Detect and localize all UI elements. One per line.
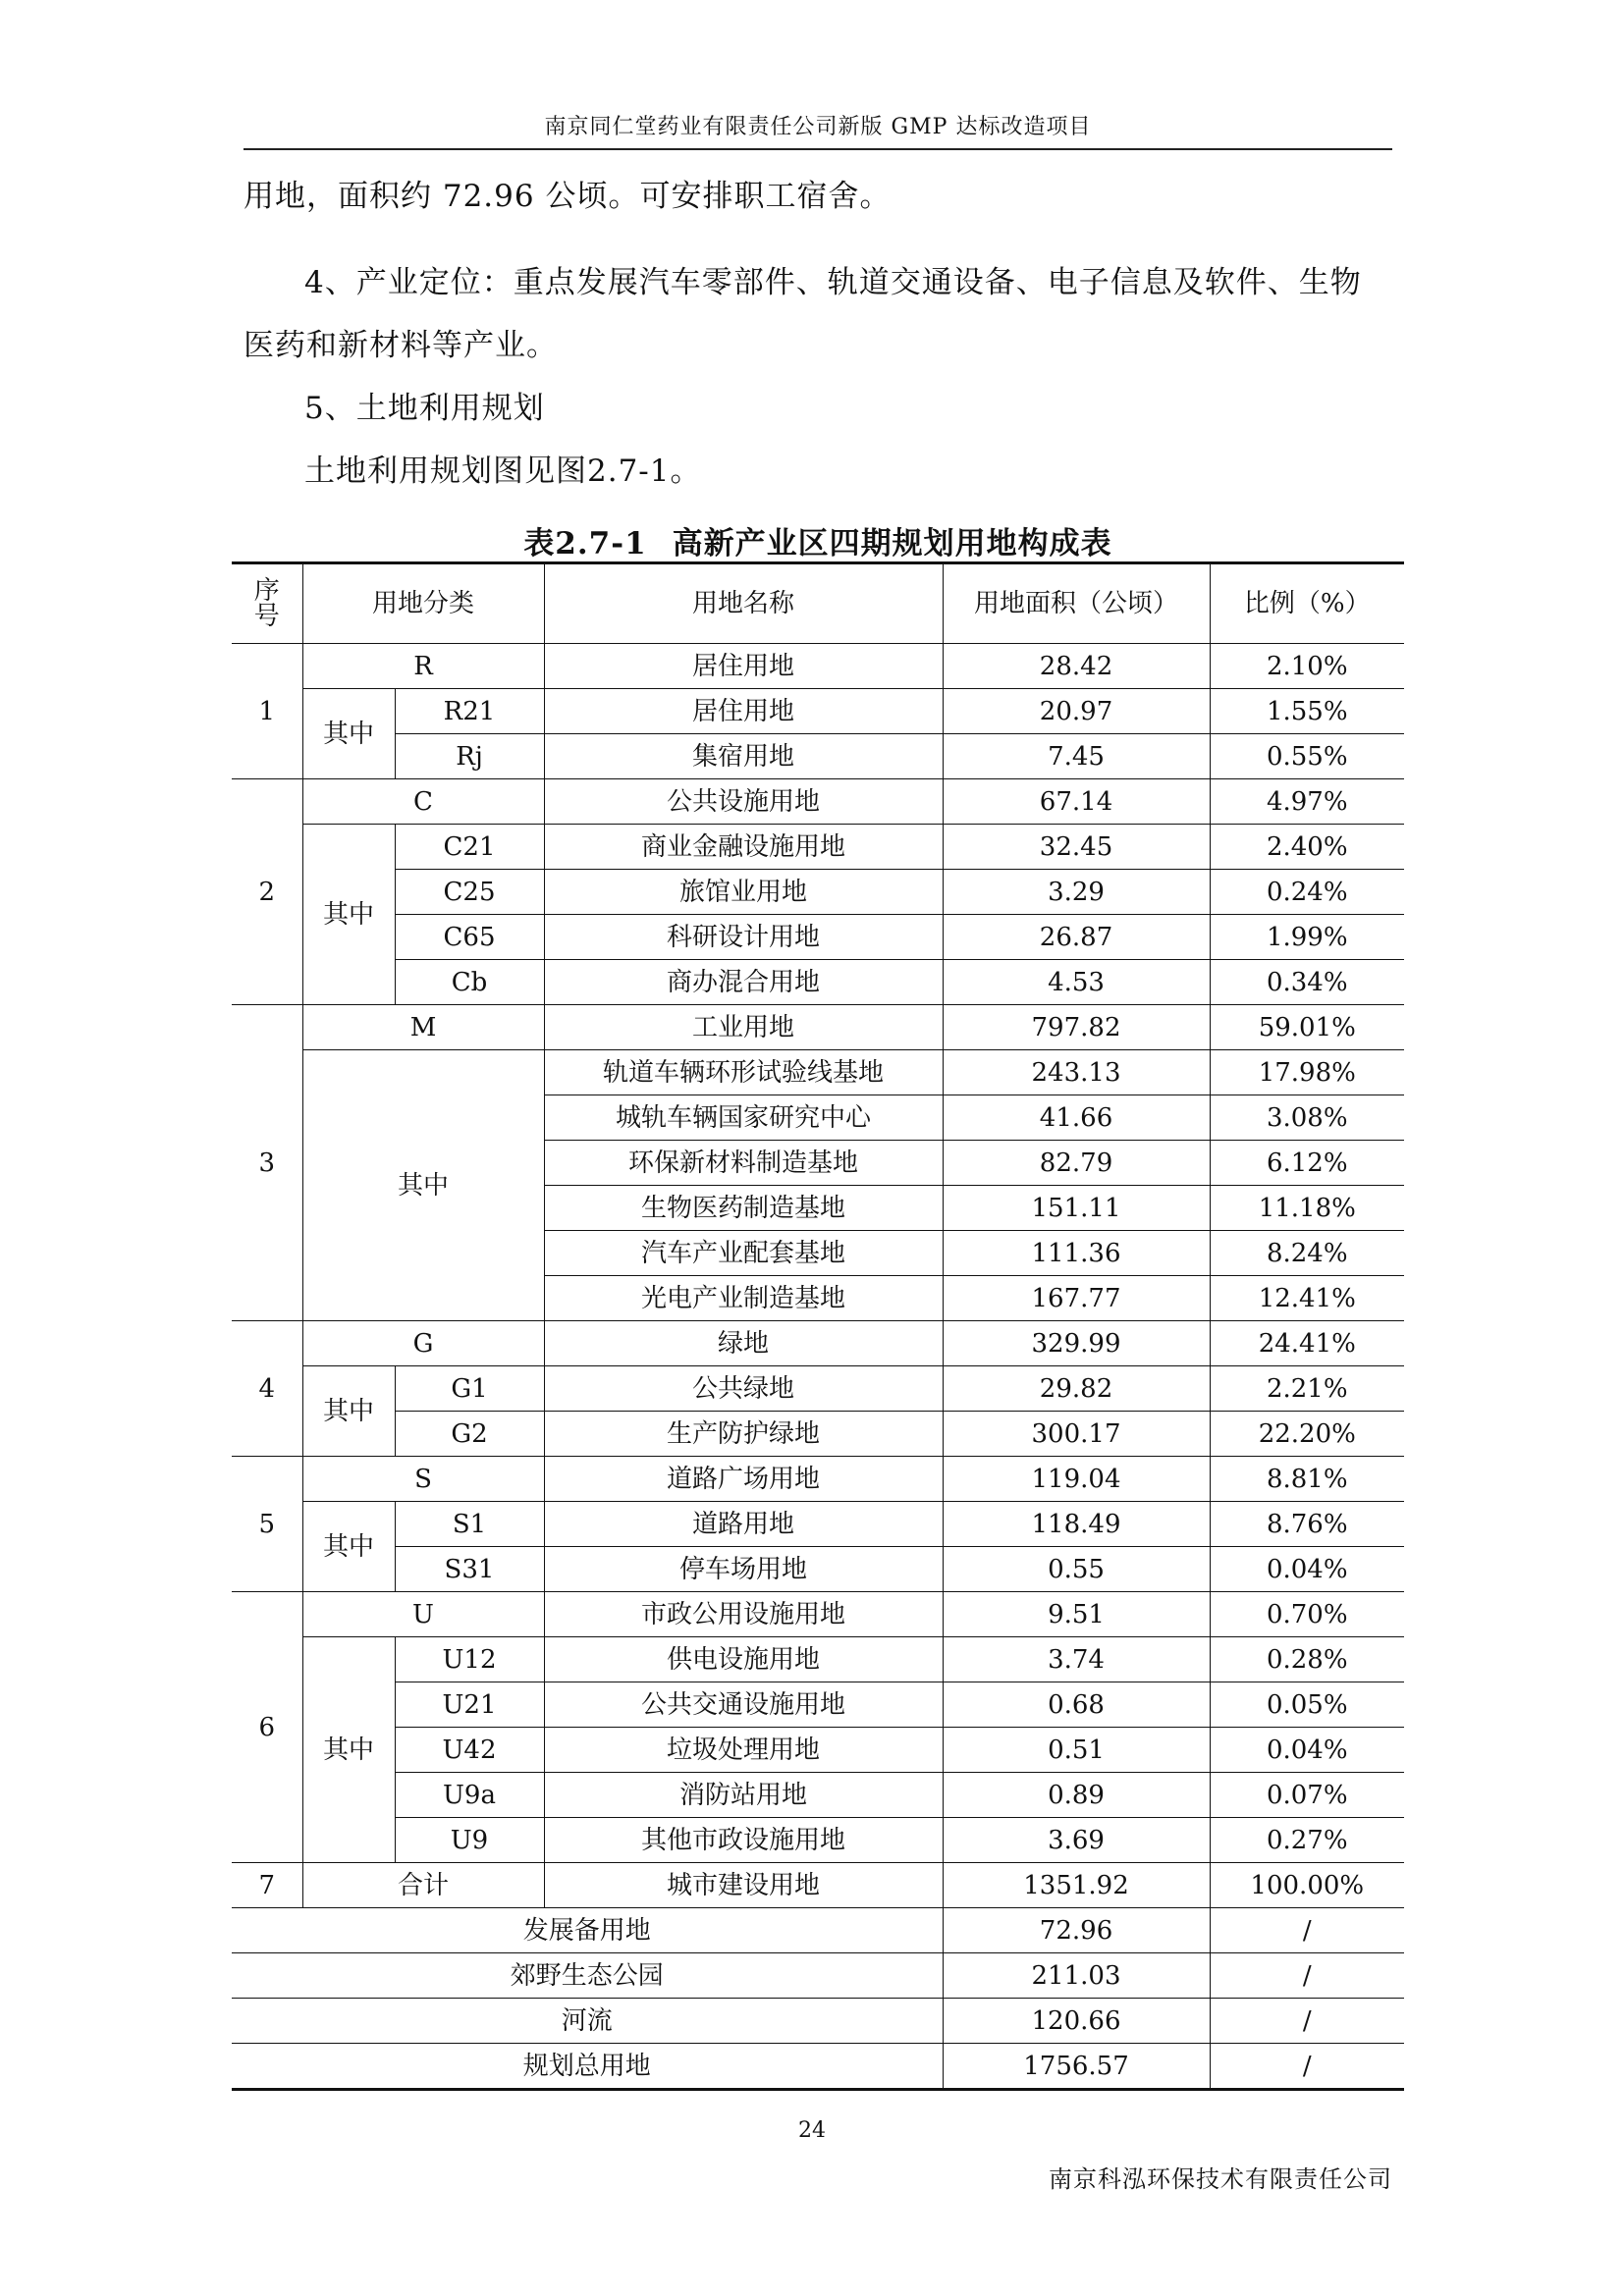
- ratio-cell: 2.10%: [1210, 644, 1404, 689]
- code-cell: M: [302, 1005, 544, 1050]
- code-cell: C65: [395, 915, 544, 960]
- table-row: [232, 1321, 1404, 1366]
- code-cell: U9: [395, 1818, 544, 1863]
- sub-label-cell: 其中: [302, 1366, 395, 1457]
- table-row: [232, 1005, 1404, 1050]
- table-row: [232, 1592, 1404, 1637]
- name-cell: 生产防护绿地: [544, 1412, 943, 1457]
- ratio-cell: 2.40%: [1210, 825, 1404, 870]
- table-row: [232, 1547, 1404, 1592]
- ratio-cell: 0.28%: [1210, 1637, 1404, 1682]
- code-cell: U42: [395, 1728, 544, 1773]
- header-seq: 序号: [232, 563, 302, 644]
- seq-cell: 4: [232, 1321, 302, 1457]
- header-area: 用地面积（公顷）: [943, 563, 1210, 644]
- seq-cell: 3: [232, 1005, 302, 1321]
- area-cell: 243.13: [943, 1050, 1210, 1095]
- code-cell: R: [302, 644, 544, 689]
- ratio-cell: 59.01%: [1210, 1005, 1404, 1050]
- name-cell: 市政公用设施用地: [544, 1592, 943, 1637]
- area-cell: 211.03: [943, 1953, 1210, 1999]
- name-cell: 公共设施用地: [544, 779, 943, 825]
- name-cell: 停车场用地: [544, 1547, 943, 1592]
- ratio-cell: 1.99%: [1210, 915, 1404, 960]
- summary-row: [232, 1999, 1404, 2044]
- header-ratio: 比例（%）: [1210, 563, 1404, 644]
- code-cell: U12: [395, 1637, 544, 1682]
- ratio-cell: 17.98%: [1210, 1050, 1404, 1095]
- sub-label-cell: 其中: [302, 1050, 544, 1321]
- name-cell: 规划总用地: [232, 2044, 943, 2090]
- name-cell: 生物医药制造基地: [544, 1186, 943, 1231]
- sub-label-cell: 其中: [302, 1502, 395, 1592]
- area-cell: 0.89: [943, 1773, 1210, 1818]
- name-cell: 汽车产业配套基地: [544, 1231, 943, 1276]
- ratio-cell: /: [1210, 1999, 1404, 2044]
- seq-cell: 6: [232, 1592, 302, 1863]
- area-cell: 26.87: [943, 915, 1210, 960]
- area-cell: 3.69: [943, 1818, 1210, 1863]
- ratio-cell: 6.12%: [1210, 1141, 1404, 1186]
- name-cell: 集宿用地: [544, 734, 943, 779]
- name-cell: 工业用地: [544, 1005, 943, 1050]
- table-row: [232, 1366, 1404, 1412]
- area-cell: 82.79: [943, 1141, 1210, 1186]
- table-row: [232, 1637, 1404, 1682]
- paragraph-3: 5、土地利用规划: [304, 391, 545, 426]
- seq-cell: 2: [232, 779, 302, 1005]
- area-cell: 111.36: [943, 1231, 1210, 1276]
- name-cell: 河流: [232, 1999, 943, 2044]
- name-cell: 垃圾处理用地: [544, 1728, 943, 1773]
- ratio-cell: 22.20%: [1210, 1412, 1404, 1457]
- table-caption: [232, 518, 1404, 562]
- table-row: [232, 825, 1404, 870]
- area-cell: 32.45: [943, 825, 1210, 870]
- area-cell: 7.45: [943, 734, 1210, 779]
- name-cell: 居住用地: [544, 644, 943, 689]
- paragraph-4: 土地利用规划图见图2.7-1。: [304, 454, 702, 489]
- ratio-cell: 8.24%: [1210, 1231, 1404, 1276]
- table-row: [232, 870, 1404, 915]
- table-row: [232, 1773, 1404, 1818]
- ratio-cell: 0.05%: [1210, 1682, 1404, 1728]
- table-header-row: [232, 563, 1404, 644]
- table-row: [232, 1818, 1404, 1863]
- area-cell: 1756.57: [943, 2044, 1210, 2090]
- area-cell: 120.66: [943, 1999, 1210, 2044]
- table-row: [232, 1728, 1404, 1773]
- area-cell: 0.55: [943, 1547, 1210, 1592]
- paragraph-2: 4、产业定位：重点发展汽车零部件、轨道交通设备、电子信息及软件、生物医药和新材料等产业。: [244, 265, 1362, 363]
- code-cell: Cb: [395, 960, 544, 1005]
- name-cell: 居住用地: [544, 689, 943, 734]
- area-cell: 329.99: [943, 1321, 1210, 1366]
- code-cell: R21: [395, 689, 544, 734]
- code-cell: G2: [395, 1412, 544, 1457]
- area-cell: 41.66: [943, 1095, 1210, 1141]
- table-row: [232, 1050, 1404, 1095]
- paragraph-1: 用地，面积约 72.96 公顷。可安排职工宿舍。: [244, 179, 892, 214]
- area-cell: 300.17: [943, 1412, 1210, 1457]
- ratio-cell: 4.97%: [1210, 779, 1404, 825]
- name-cell: 其他市政设施用地: [544, 1818, 943, 1863]
- area-cell: 9.51: [943, 1592, 1210, 1637]
- name-cell: 旅馆业用地: [544, 870, 943, 915]
- ratio-cell: 0.07%: [1210, 1773, 1404, 1818]
- area-cell: 4.53: [943, 960, 1210, 1005]
- code-cell: S31: [395, 1547, 544, 1592]
- total-row: [232, 1863, 1404, 1908]
- name-cell: 科研设计用地: [544, 915, 943, 960]
- code-cell: C: [302, 779, 544, 825]
- table-title: 高新产业区四期规划用地构成表: [672, 526, 1112, 561]
- code-cell: G1: [395, 1366, 544, 1412]
- ratio-cell: 12.41%: [1210, 1276, 1404, 1321]
- seq-cell: 7: [232, 1863, 302, 1908]
- name-cell: 郊野生态公园: [232, 1953, 943, 1999]
- summary-row: [232, 1908, 1404, 1953]
- page-number: 24: [798, 2118, 826, 2143]
- area-cell: 119.04: [943, 1457, 1210, 1502]
- code-cell: G: [302, 1321, 544, 1366]
- ratio-cell: 1.55%: [1210, 689, 1404, 734]
- table-row: [232, 779, 1404, 825]
- ratio-cell: 2.21%: [1210, 1366, 1404, 1412]
- area-cell: 118.49: [943, 1502, 1210, 1547]
- ratio-cell: 0.24%: [1210, 870, 1404, 915]
- ratio-cell: 0.34%: [1210, 960, 1404, 1005]
- code-cell: C21: [395, 825, 544, 870]
- ratio-cell: 24.41%: [1210, 1321, 1404, 1366]
- table-row: [232, 689, 1404, 734]
- ratio-cell: /: [1210, 2044, 1404, 2090]
- table-row: [232, 644, 1404, 689]
- area-cell: 1351.92: [943, 1863, 1210, 1908]
- ratio-cell: 100.00%: [1210, 1863, 1404, 1908]
- ratio-cell: 8.81%: [1210, 1457, 1404, 1502]
- area-cell: 72.96: [943, 1908, 1210, 1953]
- ratio-cell: /: [1210, 1908, 1404, 1953]
- seq-cell: 1: [232, 644, 302, 779]
- name-cell: 城轨车辆国家研究中心: [544, 1095, 943, 1141]
- table-body: [232, 563, 1404, 2090]
- seq-cell: 5: [232, 1457, 302, 1592]
- code-cell: U21: [395, 1682, 544, 1728]
- page-header: 南京同仁堂药业有限责任公司新版 GMP 达标改造项目: [244, 110, 1392, 150]
- table-number: 表2.7-1: [523, 526, 647, 561]
- ratio-cell: 0.27%: [1210, 1818, 1404, 1863]
- name-cell: 光电产业制造基地: [544, 1276, 943, 1321]
- sub-label-cell: 其中: [302, 825, 395, 1005]
- name-cell: 城市建设用地: [544, 1863, 943, 1908]
- area-cell: 67.14: [943, 779, 1210, 825]
- table-row: [232, 1412, 1404, 1457]
- name-cell: 商业金融设施用地: [544, 825, 943, 870]
- code-cell: S: [302, 1457, 544, 1502]
- summary-row: [232, 2044, 1404, 2090]
- ratio-cell: 3.08%: [1210, 1095, 1404, 1141]
- table-row: [232, 1682, 1404, 1728]
- area-cell: 3.29: [943, 870, 1210, 915]
- code-cell: C25: [395, 870, 544, 915]
- table-row: [232, 1502, 1404, 1547]
- ratio-cell: 0.04%: [1210, 1547, 1404, 1592]
- name-cell: 绿地: [544, 1321, 943, 1366]
- code-cell: U9a: [395, 1773, 544, 1818]
- area-cell: 0.51: [943, 1728, 1210, 1773]
- table-row: [232, 960, 1404, 1005]
- area-cell: 3.74: [943, 1637, 1210, 1682]
- table-row: [232, 734, 1404, 779]
- ratio-cell: 8.76%: [1210, 1502, 1404, 1547]
- code-cell: S1: [395, 1502, 544, 1547]
- table-row: [232, 1457, 1404, 1502]
- sub-label-cell: 其中: [302, 1637, 395, 1863]
- ratio-cell: /: [1210, 1953, 1404, 1999]
- table-row: [232, 915, 1404, 960]
- name-cell: 公共交通设施用地: [544, 1682, 943, 1728]
- name-cell: 供电设施用地: [544, 1637, 943, 1682]
- area-cell: 151.11: [943, 1186, 1210, 1231]
- ratio-cell: 0.70%: [1210, 1592, 1404, 1637]
- area-cell: 167.77: [943, 1276, 1210, 1321]
- name-cell: 公共绿地: [544, 1366, 943, 1412]
- header-category: 用地分类: [302, 563, 544, 644]
- name-cell: 消防站用地: [544, 1773, 943, 1818]
- name-cell: 商办混合用地: [544, 960, 943, 1005]
- land-use-table: [232, 561, 1404, 2091]
- name-cell: 轨道车辆环形试验线基地: [544, 1050, 943, 1095]
- ratio-cell: 0.04%: [1210, 1728, 1404, 1773]
- name-cell: 道路用地: [544, 1502, 943, 1547]
- area-cell: 20.97: [943, 689, 1210, 734]
- ratio-cell: 11.18%: [1210, 1186, 1404, 1231]
- area-cell: 29.82: [943, 1366, 1210, 1412]
- summary-row: [232, 1953, 1404, 1999]
- sub-label-cell: 其中: [302, 689, 395, 779]
- name-cell: 发展备用地: [232, 1908, 943, 1953]
- area-cell: 0.68: [943, 1682, 1210, 1728]
- category-cell: 合计: [302, 1863, 544, 1908]
- name-cell: 环保新材料制造基地: [544, 1141, 943, 1186]
- area-cell: 28.42: [943, 644, 1210, 689]
- code-cell: U: [302, 1592, 544, 1637]
- ratio-cell: 0.55%: [1210, 734, 1404, 779]
- area-cell: 797.82: [943, 1005, 1210, 1050]
- name-cell: 道路广场用地: [544, 1457, 943, 1502]
- header-name: 用地名称: [544, 563, 943, 644]
- code-cell: Rj: [395, 734, 544, 779]
- page-footer: 南京科泓环保技术有限责任公司: [1049, 2165, 1392, 2193]
